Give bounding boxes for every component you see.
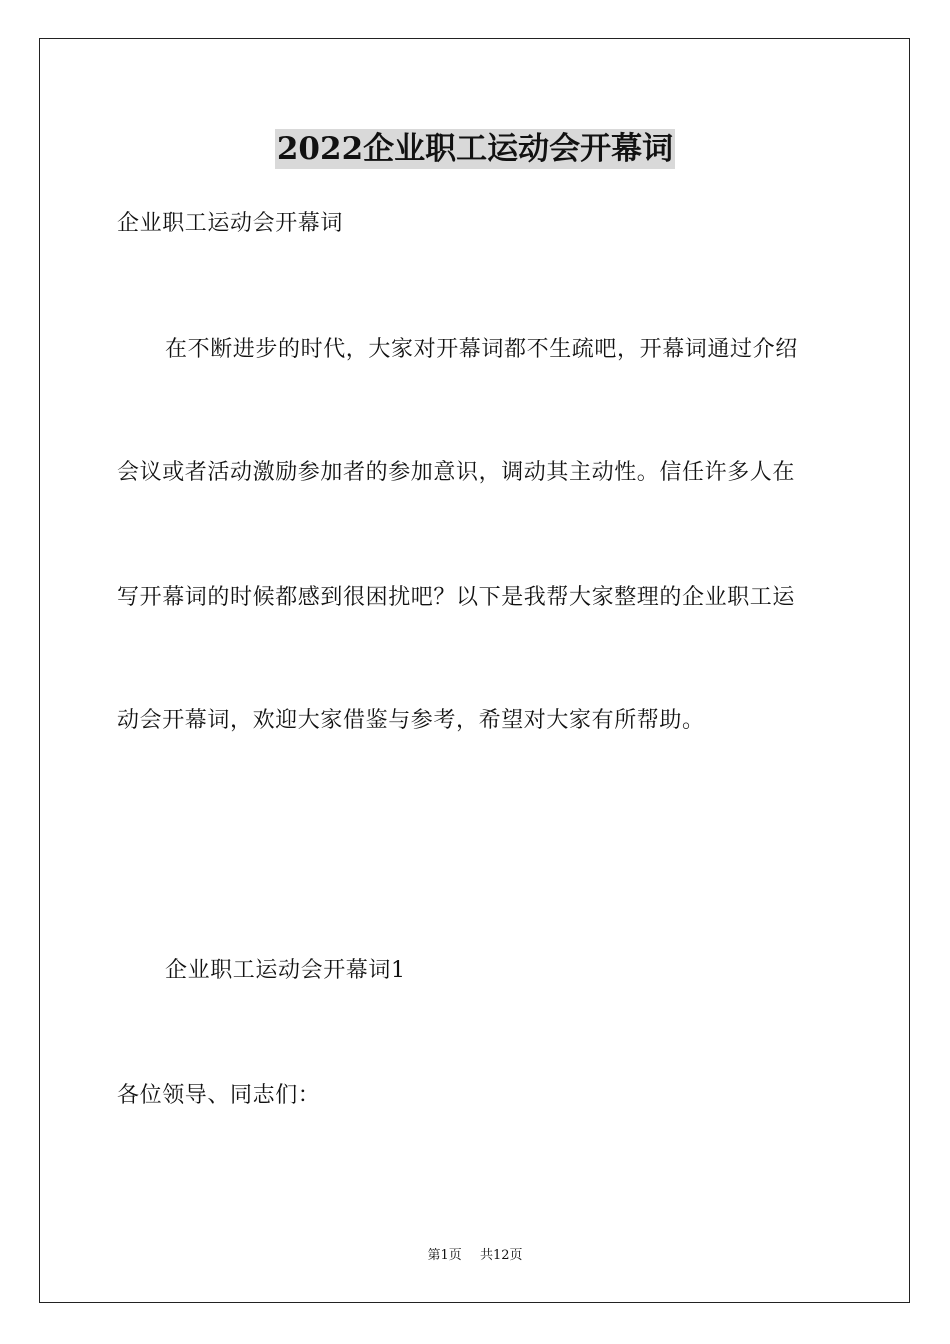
- document-subtitle: 企业职工运动会开幕词: [117, 211, 344, 236]
- section-heading: 企业职工运动会开幕词1: [165, 958, 406, 983]
- intro-line-2: 会议或者活动激励参加者的参加意识，调动其主动性。信任许多人在: [117, 460, 796, 485]
- intro-line-4: 动会开幕词，欢迎大家借鉴与参考，希望对大家有所帮助。: [117, 708, 705, 733]
- document-title-text: 2022企业职工运动会开幕词: [276, 131, 674, 167]
- intro-line-3: 写开幕词的时候都感到很困扰吧？以下是我帮大家整理的企业职工运: [117, 585, 796, 610]
- page-total: 共12页: [479, 1248, 523, 1263]
- document-title: [0, 127, 950, 171]
- page-number: 第1页: [427, 1248, 462, 1263]
- intro-line-1: 在不断进步的时代，大家对开幕词都不生疏吧，开幕词通过介绍: [165, 337, 798, 362]
- page-footer: [0, 1247, 950, 1265]
- salutation: 各位领导、同志们：: [117, 1083, 321, 1108]
